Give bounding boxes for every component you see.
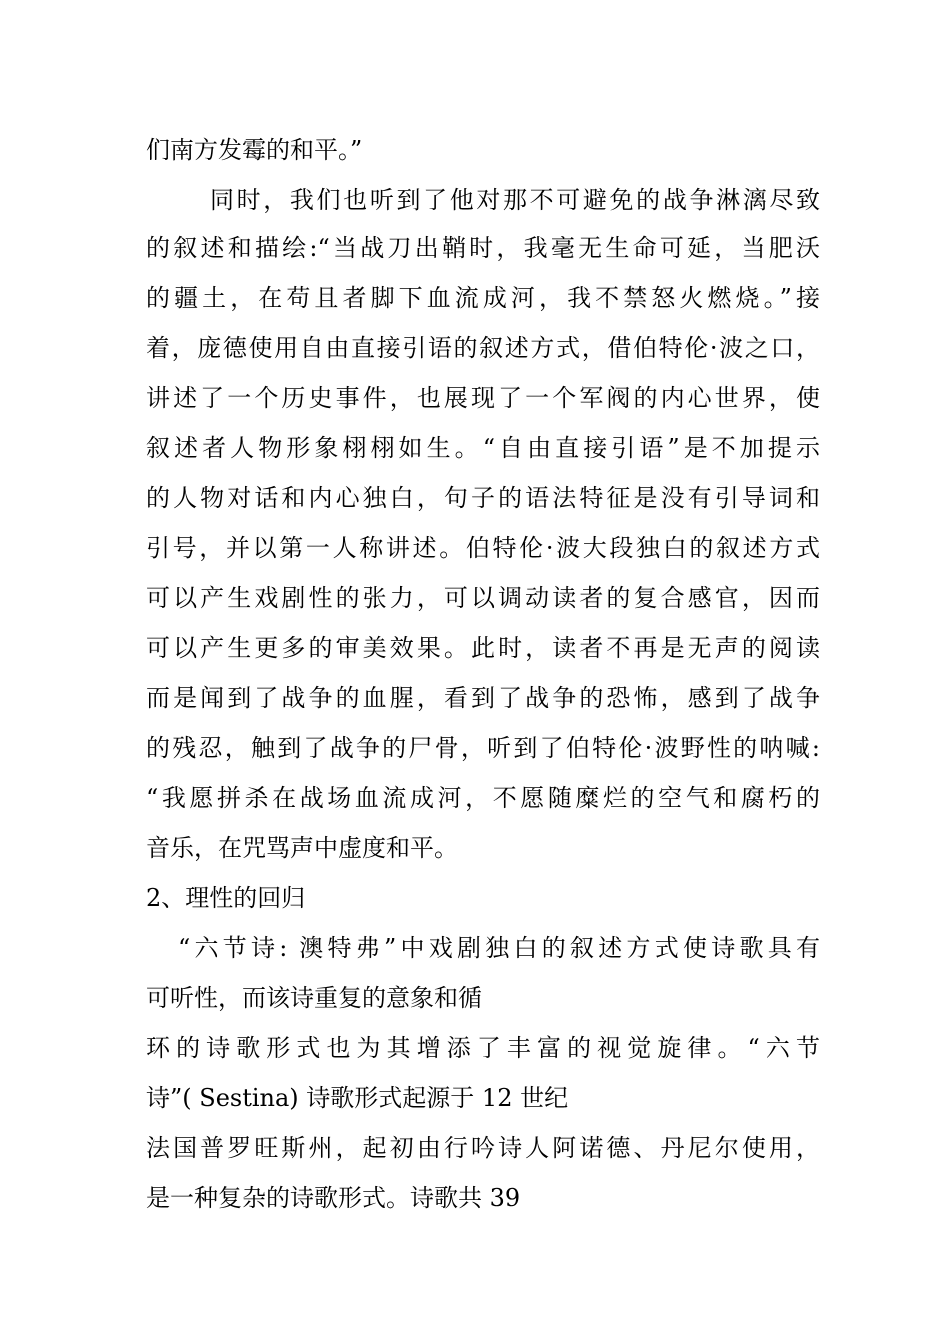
text-line: 着，庞德使用自由直接引语的叙述方式，借伯特伦·波之口，	[146, 334, 820, 362]
text-line: 们南方发霉的和平。”	[146, 136, 363, 164]
text-line: 可听性，而该诗重复的意象和循	[146, 984, 482, 1012]
text-line: 是一种复杂的诗歌形式。诗歌共 39	[146, 1184, 521, 1212]
text-line: 诗”( Sestina) 诗歌形式起源于 12 世纪	[146, 1084, 569, 1112]
text-line: 引号，并以第一人称讲述。伯特伦·波大段独白的叙述方式	[146, 534, 820, 562]
text-line: “我愿拼杀在战场血流成河，不愿随糜烂的空气和腐朽的	[146, 784, 820, 812]
text-line: 的疆土，在苟且者脚下血流成河，我不禁怒火燃烧。”接	[146, 284, 820, 312]
text-line: 同时，我们也听到了他对那不可避免的战争淋漓尽致	[210, 186, 820, 214]
text-line: 可以产生戏剧性的张力，可以调动读者的复合感官，因而	[146, 584, 820, 612]
text-line: 可以产生更多的审美效果。此时，读者不再是无声的阅读	[146, 634, 820, 662]
text-line: 的残忍，触到了战争的尸骨，听到了伯特伦·波野性的呐喊:	[146, 734, 820, 762]
text-line: “六节诗: 澳特弗”中戏剧独白的叙述方式使诗歌具有	[178, 934, 820, 962]
text-line: 讲述了一个历史事件，也展现了一个军阀的内心世界，使	[146, 384, 820, 412]
text-line: 而是闻到了战争的血腥，看到了战争的恐怖，感到了战争	[146, 684, 820, 712]
text-line: 叙述者人物形象栩栩如生。“自由直接引语”是不加提示	[146, 434, 820, 462]
text-line: 的人物对话和内心独白，句子的语法特征是没有引导词和	[146, 484, 820, 512]
section-heading: 2、理性的回归	[146, 884, 306, 912]
text-line: 的叙述和描绘:“当战刀出鞘时，我毫无生命可延，当肥沃	[146, 234, 820, 262]
text-line: 环的诗歌形式也为其增添了丰富的视觉旋律。“六节	[146, 1034, 820, 1062]
text-line: 音乐，在咒骂声中虚度和平。	[146, 834, 458, 862]
text-line: 法国普罗旺斯州，起初由行吟诗人阿诺德、丹尼尔使用，	[146, 1134, 820, 1162]
